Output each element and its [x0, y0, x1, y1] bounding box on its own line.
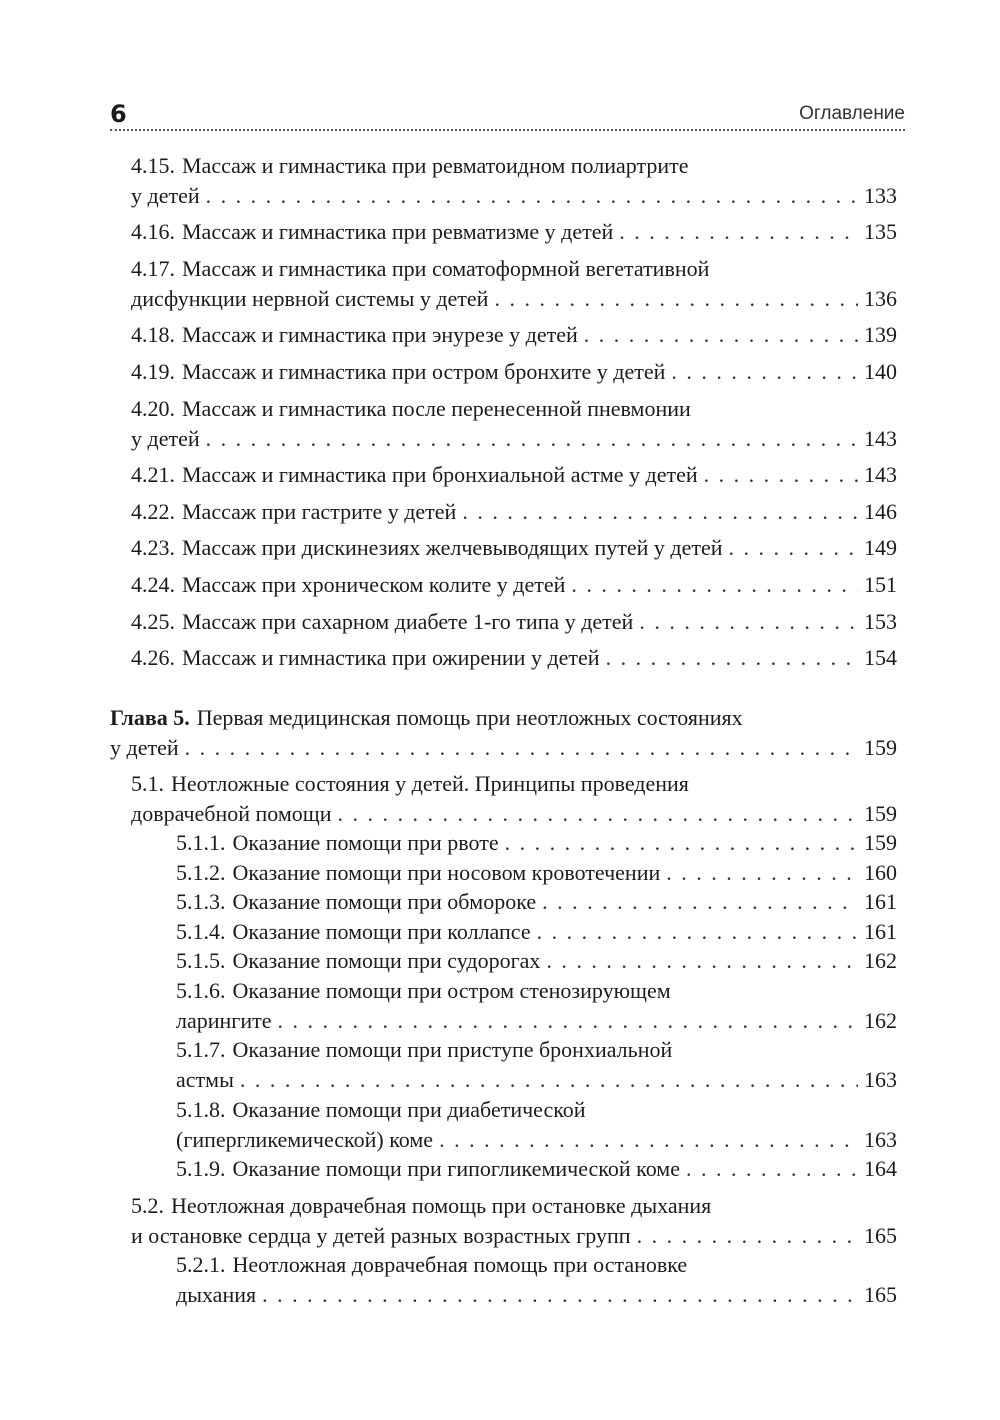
toc-entry-page: 133 [864, 182, 897, 208]
toc-entry-title: Оказание помощи при рвоте [232, 830, 499, 855]
toc-entry-page: 160 [864, 860, 897, 885]
toc-entry-page: 143 [864, 425, 897, 451]
toc-entry-number: 5.1.7. [176, 1037, 226, 1062]
toc-entry-page: 165 [864, 1281, 897, 1307]
toc-entry-title: Оказание помощи при судорогах [232, 948, 541, 973]
toc-entry-title-cont: у детей [131, 182, 200, 208]
toc-entry-5-1-7[interactable] [176, 1035, 897, 1094]
page-header [110, 100, 905, 130]
toc-entry-title: Неотложная доврачебная помощь при остановке [232, 1252, 688, 1277]
toc-entry-title: Оказание помощи при диабетической [232, 1097, 586, 1122]
toc-entry-title: Массаж и гимнастика при соматоформной вегетативной [182, 256, 710, 281]
dot-leader [462, 497, 858, 527]
toc-entry-number: 5.1.8. [176, 1097, 226, 1122]
dot-leader [606, 643, 858, 673]
dot-leader [619, 217, 858, 247]
dot-leader [637, 1221, 858, 1251]
dot-leader [505, 828, 858, 858]
toc-entry-number: 5.2.1. [176, 1252, 226, 1277]
toc-entry-title: Неотложные состояния у детей. Принципы проведения [171, 771, 689, 796]
toc-entry-4-21[interactable] [131, 460, 897, 490]
toc-entry-4-18[interactable] [131, 320, 897, 350]
toc-entry-number: 5.1.1. [176, 830, 226, 855]
running-title: Оглавление [799, 103, 905, 124]
toc-entry-title: Оказание помощи при гипогликемической коме [232, 1156, 680, 1181]
dot-leader [639, 607, 858, 637]
toc-entry-title: Массаж и гимнастика при ревматоидном полиартрите [182, 153, 689, 178]
dot-leader [584, 320, 858, 350]
toc-entry-title: Массаж и гимнастика после перенесенной пневмонии [182, 396, 691, 421]
toc-entry-title: Массаж и гимнастика при остром бронхите у детей [182, 359, 666, 384]
toc-entry-title-cont: доврачебной помощи [131, 800, 332, 826]
toc-entry-page: 161 [864, 889, 897, 914]
toc-entry-page: 159 [864, 830, 897, 855]
toc-entry-title: Массаж при дискинезиях желчевыводящих путей у детей [182, 535, 723, 560]
toc-entry-5-2-1[interactable] [176, 1250, 897, 1309]
toc-entry-page: 136 [864, 285, 897, 311]
dot-leader [704, 460, 858, 490]
toc-entry-title: Оказание помощи при приступе бронхиальной [232, 1037, 673, 1062]
toc-entry-title: Оказание помощи при обмороке [232, 889, 537, 914]
toc-entry-page: 149 [864, 535, 897, 560]
dot-leader [277, 1006, 858, 1036]
toc-entry-4-25[interactable] [131, 607, 897, 637]
toc-entry-page: 159 [864, 800, 897, 826]
dot-leader [546, 946, 858, 976]
toc-entry-title-cont: и остановке сердца у детей разных возрастных групп [131, 1222, 631, 1248]
toc-entry-4-20[interactable] [131, 394, 897, 453]
toc-entry-page: 164 [864, 1156, 897, 1181]
dot-leader [185, 733, 858, 763]
chapter-label: Глава 5. [110, 705, 190, 730]
toc-entry-title: Массаж при гастрите у детей [182, 499, 457, 524]
toc-entry-page: 135 [864, 219, 897, 244]
toc-entry-5-1[interactable] [131, 769, 897, 828]
toc-entry-number: 5.1.2. [176, 860, 226, 885]
toc-entry-title: Массаж и гимнастика при энурезе у детей [182, 322, 578, 347]
toc-entry-5-2[interactable] [131, 1191, 897, 1250]
toc-entry-number: 4.26. [131, 645, 175, 670]
toc-entry-number: 4.16. [131, 219, 175, 244]
toc-entry-number: 5.2. [131, 1193, 164, 1218]
dot-leader [671, 357, 858, 387]
toc-entry-title: Массаж и гимнастика при ревматизме у детей [182, 219, 614, 244]
toc-entry-5-1-5[interactable] [176, 946, 897, 976]
toc-entry-page: 162 [864, 1007, 897, 1033]
dot-leader [542, 887, 858, 917]
toc-chapter-5[interactable] [110, 703, 897, 762]
toc-entry-title-cont: (гипергликемической) коме [176, 1126, 434, 1152]
toc-entry-4-26[interactable] [131, 643, 897, 673]
toc-entry-number: 4.19. [131, 359, 175, 384]
toc-entry-number: 4.24. [131, 572, 175, 597]
toc-entry-5-1-9[interactable] [176, 1154, 897, 1184]
toc-entry-5-1-8[interactable] [176, 1095, 897, 1154]
toc-entry-number: 4.17. [131, 256, 175, 281]
toc-entry-title-cont: у детей [131, 425, 200, 451]
toc-entry-5-1-3[interactable] [176, 887, 897, 917]
toc-entry-number: 5.1.6. [176, 978, 226, 1003]
dot-leader [240, 1065, 858, 1095]
dot-leader [262, 1280, 858, 1310]
toc-entry-title-cont: ларингите [176, 1007, 272, 1033]
toc-entry-number: 4.20. [131, 396, 175, 421]
toc-entry-title: Оказание помощи при коллапсе [232, 919, 531, 944]
toc-entry-number: 4.18. [131, 322, 175, 347]
toc-entry-number: 5.1.5. [176, 948, 226, 973]
dot-leader [571, 570, 858, 600]
toc-entry-number: 4.23. [131, 535, 175, 560]
dot-leader [338, 799, 858, 829]
toc-entry-4-24[interactable] [131, 570, 897, 600]
toc-entry-number: 4.22. [131, 499, 175, 524]
header-dotted-rule [110, 129, 905, 131]
toc-entry-title-cont: дыхания [176, 1281, 257, 1307]
toc-entry-title-cont: астмы [176, 1066, 234, 1092]
toc-entry-title: Неотложная доврачебная помощь при остановке дыхания [171, 1193, 712, 1218]
toc-entry-5-1-1[interactable] [176, 828, 897, 858]
toc-entry-title: Массаж при хроническом колите у детей [182, 572, 566, 597]
toc-entry-page: 161 [864, 919, 897, 944]
toc-entry-number: 5.1.3. [176, 889, 226, 914]
toc-entry-page: 140 [864, 359, 897, 384]
toc-entry-5-1-6[interactable] [176, 976, 897, 1035]
toc-entry-page: 163 [864, 1126, 897, 1152]
dot-leader [439, 1125, 858, 1155]
toc-entry-5-1-4[interactable] [176, 917, 897, 947]
dot-leader [686, 1154, 858, 1184]
toc-entry-number: 5.1.9. [176, 1156, 226, 1181]
toc-entry-number: 5.1.4. [176, 919, 226, 944]
toc-entry-page: 163 [864, 1066, 897, 1092]
toc-entry-page: 139 [864, 322, 897, 347]
toc-entry-page: 165 [864, 1222, 897, 1248]
toc-entry-title: Оказание помощи при остром стенозирующем [232, 978, 671, 1003]
toc-entry-4-15[interactable] [131, 151, 897, 210]
dot-leader [494, 284, 858, 314]
toc-entry-title: Массаж и гимнастика при бронхиальной астме у детей [182, 462, 698, 487]
toc-entry-page: 151 [864, 572, 897, 597]
toc-entry-page: 143 [864, 462, 897, 487]
toc-entry-title: Оказание помощи при носовом кровотечении [232, 860, 661, 885]
dot-leader [206, 424, 858, 454]
toc-entry-title: Массаж при сахарном диабете 1-го типа у детей [182, 609, 634, 634]
chapter-title: Первая медицинская помощь при неотложных состояниях [196, 705, 743, 730]
toc-entry-4-17[interactable] [131, 254, 897, 313]
dot-leader [666, 858, 858, 888]
toc-entry-4-16[interactable] [131, 217, 897, 247]
toc-entry-page: 154 [864, 645, 897, 670]
toc-entry-number: 4.21. [131, 462, 175, 487]
page-number: 6 [110, 100, 127, 128]
toc-entry-4-22[interactable] [131, 497, 897, 527]
toc-entry-title-cont: дисфункции нервной системы у детей [131, 285, 489, 311]
toc-entry-4-19[interactable] [131, 357, 897, 387]
toc-entry-4-23[interactable] [131, 533, 897, 563]
toc-entry-5-1-2[interactable] [176, 858, 897, 888]
toc-entry-page: 162 [864, 948, 897, 973]
dot-leader [729, 533, 858, 563]
toc-entry-number: 4.15. [131, 153, 175, 178]
toc-entry-page: 146 [864, 499, 897, 524]
toc-entry-number: 4.25. [131, 609, 175, 634]
toc-entry-page: 153 [864, 609, 897, 634]
toc-entry-number: 5.1. [131, 771, 164, 796]
chapter-title-cont: у детей [110, 734, 179, 760]
dot-leader [206, 181, 858, 211]
toc-entry-page: 159 [864, 734, 897, 760]
toc-entry-title: Массаж и гимнастика при ожирении у детей [182, 645, 600, 670]
dot-leader [537, 917, 858, 947]
